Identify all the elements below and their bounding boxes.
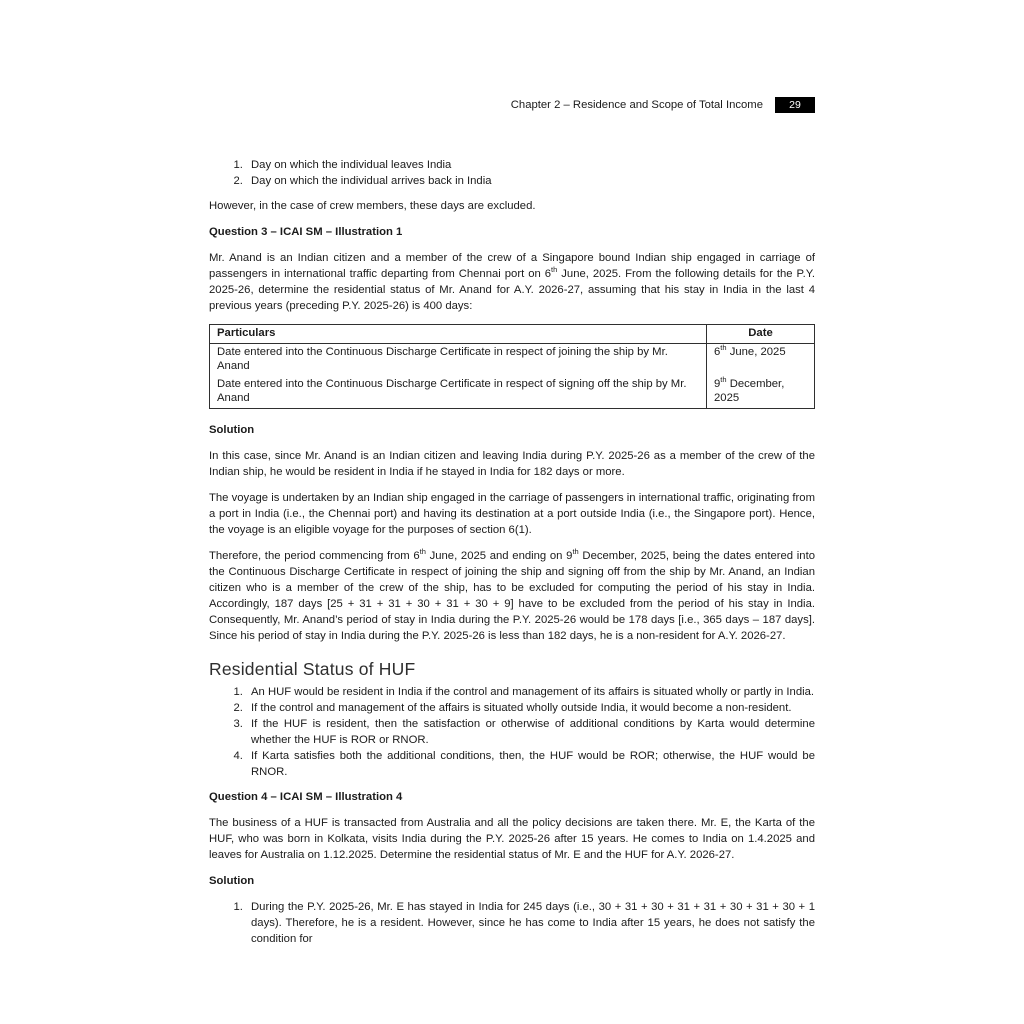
ordinal-superscript: th [720,374,727,384]
ordinal-superscript: th [572,546,579,556]
question4-body-paragraph: The business of a HUF is transacted from Australia and all the policy decisions are taken there. Mr. E, the Karta of the HUF, who was born in Kolkata, visits India during the P.Y. 2025-26 after 15 years. He comes to India on 1.4.2025 and leaves for Australia on 1.12.2025. Determine the residential status of Mr. E and the HUF for A.Y. 2026-27. [209,816,815,861]
cdc-dates-table [209,324,815,409]
table-header-row [210,325,815,344]
question4-solution-list [209,899,815,947]
text-segment: Mr. Anand is an Indian citizen and a member of the crew of a Singapore bound Indian ship engaged in carriage of passengers in international traffic departing from Chennai port on 6 [209,252,815,280]
text-segment: 9 [714,377,721,390]
list-item: 1. During the P.Y. 2025-26, Mr. E has stayed in India for 245 days (i.e., 30 + 31 + 30 + 31 + 31 + 30 + 31 + 30 + 1 days). Therefore, he is a resident. However, since he has come to India after 15 years, he does not satisfy the condition for [246,899,815,947]
list-item: 1. An HUF would be resident in India if the control and management of its affairs is situated wholly or partly in India. [246,684,815,700]
question3-body-paragraph [209,250,815,314]
list-item: 4. If Karta satisfies both the additional conditions, then, the HUF would be ROR; otherwise, the HUF would be RNOR. [246,748,815,780]
solution-paragraph-3 [209,548,815,644]
page-content [209,97,815,956]
ordinal-superscript: th [720,342,727,352]
text-segment: 6 [714,345,721,358]
list-item: 2. Day on which the individual arrives back in India [246,173,815,189]
list-item: 2. If the control and management of the affairs is situated wholly outside India, it would become a non-resident. [246,700,815,716]
huf-section-heading: Residential Status of HUF [209,658,416,679]
huf-rules-list [209,684,815,780]
chapter-title: Chapter 2 – Residence and Scope of Total Income [510,99,763,111]
table-header-particulars: Particulars [210,325,707,344]
list-item: 1. Day on which the individual leaves India [246,157,815,173]
text-segment: June, 2025 [726,345,786,358]
ordinal-superscript: th [419,546,426,556]
solution-paragraph-2: The voyage is undertaken by an Indian ship engaged in the carriage of passengers in international traffic, originating from a port in India (i.e., the Chennai port) and having its destination at a port outside India (i.e., the Singapore port). Hence, the voyage is an eligible voyage for the purposes of section 6(1). [209,491,815,536]
text-segment: June, 2025. From the following details for the P.Y. 2025-26, determine the residential status of Mr. Anand for A.Y. 2026-27, assuming that his stay in India in the last 4 previous years (preceding P.Y. 2025-26) is 400 days: [209,268,815,312]
particulars-cell: Date entered into the Continuous Discharge Certificate in respect of joining the ship by Mr. Anand [210,343,707,376]
crew-note-paragraph: However, in the case of crew members, these days are excluded. [209,200,536,212]
text-segment: December, 2025, being the dates entered into the Continuous Discharge Certificate in respect of joining the ship and signing off from the ship by Mr. Anand, an Indian citizen who is a member of the crew of the ship, has to be excluded for computing the period of his stay in India. Accordingly, 187 days [25 + 31 + 31 + 30 + 31 + 30 + 9] have to be excluded from the period of his stay in India. Consequently, Mr. Anand’s period of stay in India during the P.Y. 2025-26 would be 178 days [i.e., 365 days – 187 days]. Since his period of stay in India during the P.Y. 2025-26 is less than 182 days, he is a non-resident for A.Y. 2026-27. [209,549,815,642]
list-item: 3. If the HUF is resident, then the satisfaction or otherwise of additional conditions by Karta would determine whether the HUF is ROR or RNOR. [246,716,815,748]
page-number-badge: 29 [775,97,815,113]
text-segment: June, 2025 and ending on 9 [425,549,573,562]
text-segment: December, 2025 [714,377,785,404]
date-cell [707,343,815,376]
date-cell [707,376,815,409]
solution-paragraph-1: In this case, since Mr. Anand is an Indian citizen and leaving India during P.Y. 2025-26 as a member of the crew of the Indian ship, he would be resident in India if he stayed in India for 182 days or more. [209,449,815,478]
table-header-date: Date [707,325,815,344]
question4-heading: Question 4 – ICAI SM – Illustration 4 [209,790,403,803]
question3-heading: Question 3 – ICAI SM – Illustration 1 [209,226,403,238]
page-header [209,97,815,113]
question3-solution-heading: Solution [209,423,255,436]
particulars-cell: Date entered into the Continuous Discharge Certificate in respect of signing off the ship by Mr. Anand [210,376,707,409]
question4-solution-heading: Solution [209,874,255,887]
excluded-days-list [209,157,815,189]
table-row [210,343,815,376]
table-row [210,376,815,409]
text-segment: Therefore, the period commencing from 6 [209,549,420,562]
ordinal-superscript: th [551,265,558,275]
